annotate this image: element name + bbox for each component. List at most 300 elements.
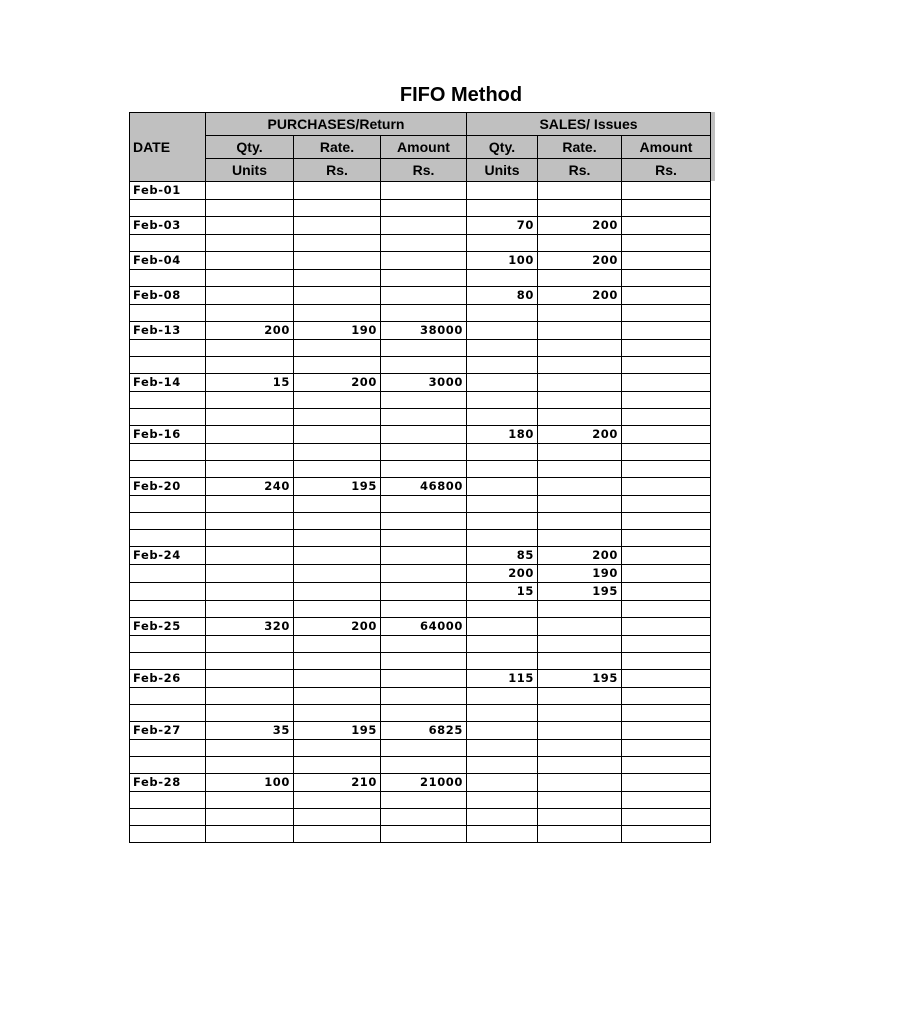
date-cell [130, 513, 206, 530]
table-row [130, 740, 711, 757]
sales-rate-cell [538, 774, 622, 792]
sales-qty-cell [467, 705, 538, 722]
date-cell [130, 444, 206, 461]
date-cell [130, 530, 206, 547]
sales-rate-cell: 200 [538, 217, 622, 235]
purchase-amount-cell [381, 305, 467, 322]
sales-rate-cell [538, 305, 622, 322]
date-cell [130, 792, 206, 809]
sales-rate-cell [538, 478, 622, 496]
header-row-3 [130, 159, 711, 182]
sales-qty-cell [467, 688, 538, 705]
date-cell: Feb-04 [130, 252, 206, 270]
sales-qty-cell [467, 182, 538, 200]
purchase-qty-cell: 320 [206, 618, 294, 636]
purchase-amount-cell: 21000 [381, 774, 467, 792]
sales-qty-cell: 180 [467, 426, 538, 444]
purchase-qty-cell [206, 235, 294, 252]
date-cell: Feb-13 [130, 322, 206, 340]
sales-amount-cell [622, 252, 711, 270]
purchase-amount-cell: 64000 [381, 618, 467, 636]
table-row [130, 792, 711, 809]
header-row-2 [130, 136, 711, 159]
sales-amount-cell [622, 305, 711, 322]
purchase-rate-cell [294, 235, 381, 252]
date-cell [130, 235, 206, 252]
table-row [130, 565, 711, 583]
purchase-qty-cell [206, 757, 294, 774]
table-row [130, 461, 711, 478]
purchase-amount-cell [381, 653, 467, 670]
purchase-qty-cell [206, 826, 294, 843]
purchase-qty-cell [206, 636, 294, 653]
purchase-qty-cell [206, 200, 294, 217]
sales-rate-cell [538, 392, 622, 409]
date-cell [130, 688, 206, 705]
sales-amount-cell [622, 601, 711, 618]
sales-rate-cell [538, 705, 622, 722]
purchase-qty-cell [206, 392, 294, 409]
date-cell: Feb-27 [130, 722, 206, 740]
sales-amount-cell [622, 688, 711, 705]
purchase-amount-cell [381, 513, 467, 530]
sales-qty-cell [467, 392, 538, 409]
purchase-qty-cell [206, 583, 294, 601]
sales-qty-cell: 80 [467, 287, 538, 305]
sales-qty-cell [467, 496, 538, 513]
sales-amount-cell [622, 340, 711, 357]
sales-rate-cell [538, 340, 622, 357]
sales-amount-cell [622, 705, 711, 722]
sales-rate-cell [538, 374, 622, 392]
purchase-qty-cell [206, 809, 294, 826]
sales-amount-cell [622, 357, 711, 374]
purchase-qty-cell [206, 653, 294, 670]
purchase-amount-cell [381, 392, 467, 409]
date-cell [130, 757, 206, 774]
table-row [130, 200, 711, 217]
purchase-amount-cell [381, 565, 467, 583]
purchase-rate-cell [294, 705, 381, 722]
date-cell [130, 740, 206, 757]
purchase-amount-cell: 38000 [381, 322, 467, 340]
purchase-amount-cell: 46800 [381, 478, 467, 496]
date-cell [130, 461, 206, 478]
table-row [130, 305, 711, 322]
sales-qty-cell [467, 340, 538, 357]
sales-qty-cell [467, 618, 538, 636]
sales-qty-cell [467, 409, 538, 426]
purchase-amount-cell [381, 340, 467, 357]
fifo-ledger-table [129, 112, 711, 843]
purchase-amount-cell [381, 809, 467, 826]
purchase-rate-cell: 210 [294, 774, 381, 792]
sales-qty-unit: Units [467, 159, 538, 182]
sales-qty-cell: 70 [467, 217, 538, 235]
sales-qty-cell [467, 757, 538, 774]
purchase-rate-unit: Rs. [294, 159, 381, 182]
purchase-rate-cell [294, 182, 381, 200]
sales-rate-cell [538, 270, 622, 287]
date-cell [130, 809, 206, 826]
sales-rate-cell: 190 [538, 565, 622, 583]
purchase-amount-cell [381, 235, 467, 252]
purchase-qty-cell: 200 [206, 322, 294, 340]
purchase-amount-cell [381, 705, 467, 722]
table-row [130, 182, 711, 200]
sales-amount-cell [622, 322, 711, 340]
sales-qty-cell [467, 530, 538, 547]
purchase-qty-cell [206, 705, 294, 722]
sales-rate-header: Rate. [538, 136, 622, 159]
table-row [130, 757, 711, 774]
sales-rate-cell [538, 618, 622, 636]
sales-amount-cell [622, 392, 711, 409]
sales-qty-cell [467, 461, 538, 478]
table-row [130, 478, 711, 496]
sales-qty-cell [467, 444, 538, 461]
sales-qty-cell: 15 [467, 583, 538, 601]
sales-qty-cell [467, 601, 538, 618]
purchase-qty-cell [206, 409, 294, 426]
purchase-amount-cell [381, 740, 467, 757]
sales-rate-cell [538, 740, 622, 757]
purchase-amount-cell [381, 182, 467, 200]
table-row [130, 340, 711, 357]
sales-rate-cell [538, 357, 622, 374]
purchase-rate-cell [294, 757, 381, 774]
sales-amount-cell [622, 200, 711, 217]
date-cell: Feb-26 [130, 670, 206, 688]
purchase-qty-unit: Units [206, 159, 294, 182]
purchase-rate-cell [294, 826, 381, 843]
purchase-rate-cell [294, 565, 381, 583]
sales-rate-cell: 200 [538, 426, 622, 444]
purchase-rate-cell: 195 [294, 722, 381, 740]
table-row [130, 670, 711, 688]
sales-qty-cell [467, 722, 538, 740]
purchase-amount-unit: Rs. [381, 159, 467, 182]
date-cell [130, 601, 206, 618]
purchase-qty-cell [206, 670, 294, 688]
table-row [130, 357, 711, 374]
date-cell: Feb-08 [130, 287, 206, 305]
table-row [130, 547, 711, 565]
sales-amount-cell [622, 618, 711, 636]
purchase-amount-cell [381, 530, 467, 547]
purchases-group-header: PURCHASES/Return [206, 113, 467, 136]
sales-amount-cell [622, 826, 711, 843]
purchase-amount-cell [381, 670, 467, 688]
purchase-amount-cell [381, 461, 467, 478]
date-cell [130, 270, 206, 287]
table-row [130, 392, 711, 409]
purchase-amount-cell [381, 757, 467, 774]
sales-rate-cell [538, 809, 622, 826]
sales-amount-cell [622, 565, 711, 583]
purchase-rate-cell [294, 688, 381, 705]
purchase-rate-cell [294, 200, 381, 217]
purchase-amount-header: Amount [381, 136, 467, 159]
sales-rate-cell [538, 444, 622, 461]
purchase-amount-cell [381, 583, 467, 601]
purchase-qty-cell [206, 252, 294, 270]
sales-qty-cell [467, 374, 538, 392]
purchase-amount-cell [381, 826, 467, 843]
purchase-rate-cell [294, 461, 381, 478]
purchase-qty-cell [206, 792, 294, 809]
sales-amount-cell [622, 409, 711, 426]
table-row [130, 270, 711, 287]
purchase-qty-cell [206, 740, 294, 757]
table-row [130, 513, 711, 530]
purchase-qty-header: Qty. [206, 136, 294, 159]
purchase-qty-cell [206, 217, 294, 235]
table-row [130, 653, 711, 670]
sales-qty-cell [467, 636, 538, 653]
sales-qty-cell [467, 513, 538, 530]
sales-qty-header: Qty. [467, 136, 538, 159]
purchase-rate-cell [294, 792, 381, 809]
sales-rate-cell [538, 200, 622, 217]
date-cell [130, 565, 206, 583]
purchase-qty-cell [206, 530, 294, 547]
sales-amount-cell [622, 722, 711, 740]
purchase-qty-cell [206, 357, 294, 374]
sales-amount-cell [622, 235, 711, 252]
date-cell [130, 392, 206, 409]
purchase-rate-cell [294, 340, 381, 357]
date-cell: Feb-14 [130, 374, 206, 392]
date-cell: Feb-25 [130, 618, 206, 636]
date-cell: Feb-20 [130, 478, 206, 496]
sales-rate-cell: 195 [538, 670, 622, 688]
date-cell [130, 496, 206, 513]
purchase-rate-cell: 195 [294, 478, 381, 496]
sales-amount-cell [622, 444, 711, 461]
purchase-amount-cell [381, 426, 467, 444]
purchase-rate-cell [294, 809, 381, 826]
purchase-rate-cell [294, 426, 381, 444]
purchase-rate-header: Rate. [294, 136, 381, 159]
purchase-qty-cell: 15 [206, 374, 294, 392]
date-cell [130, 705, 206, 722]
sales-amount-cell [622, 670, 711, 688]
table-row [130, 287, 711, 305]
date-cell: Feb-24 [130, 547, 206, 565]
purchase-rate-cell [294, 653, 381, 670]
sales-rate-cell [538, 530, 622, 547]
purchase-amount-cell [381, 688, 467, 705]
table-row [130, 636, 711, 653]
date-cell [130, 826, 206, 843]
purchase-qty-cell [206, 601, 294, 618]
sales-amount-cell [622, 740, 711, 757]
sales-qty-cell [467, 792, 538, 809]
purchase-amount-cell [381, 792, 467, 809]
purchase-qty-cell [206, 270, 294, 287]
sales-rate-cell [538, 722, 622, 740]
purchase-rate-cell [294, 583, 381, 601]
purchase-qty-cell [206, 547, 294, 565]
sales-rate-cell [538, 653, 622, 670]
purchase-qty-cell [206, 426, 294, 444]
purchase-amount-cell [381, 444, 467, 461]
table-row [130, 426, 711, 444]
sales-amount-cell [622, 461, 711, 478]
date-cell: Feb-03 [130, 217, 206, 235]
sales-amount-cell [622, 182, 711, 200]
sales-rate-cell [538, 826, 622, 843]
sales-rate-cell: 200 [538, 252, 622, 270]
date-cell [130, 583, 206, 601]
purchase-rate-cell: 200 [294, 374, 381, 392]
purchase-qty-cell [206, 565, 294, 583]
date-cell [130, 653, 206, 670]
sales-rate-cell [538, 496, 622, 513]
table-row [130, 217, 711, 235]
purchase-qty-cell: 35 [206, 722, 294, 740]
sales-amount-cell [622, 426, 711, 444]
sales-qty-cell [467, 809, 538, 826]
purchase-rate-cell [294, 547, 381, 565]
purchase-amount-cell [381, 270, 467, 287]
date-column-header: DATE [130, 113, 206, 182]
purchase-rate-cell: 200 [294, 618, 381, 636]
sales-rate-cell [538, 235, 622, 252]
sales-qty-cell [467, 357, 538, 374]
sales-group-header: SALES/ Issues [467, 113, 711, 136]
date-cell [130, 357, 206, 374]
sales-rate-cell [538, 513, 622, 530]
sales-qty-cell [467, 826, 538, 843]
purchase-qty-cell [206, 688, 294, 705]
purchase-rate-cell [294, 670, 381, 688]
purchase-qty-cell [206, 340, 294, 357]
page-title: FIFO Method [399, 84, 523, 106]
table-row [130, 444, 711, 461]
purchase-qty-cell [206, 461, 294, 478]
sales-amount-cell [622, 530, 711, 547]
sales-qty-cell: 115 [467, 670, 538, 688]
purchase-amount-cell [381, 547, 467, 565]
purchase-rate-cell [294, 513, 381, 530]
date-cell: Feb-28 [130, 774, 206, 792]
table-row [130, 252, 711, 270]
sales-rate-unit: Rs. [538, 159, 622, 182]
table-row [130, 374, 711, 392]
sales-qty-cell [467, 235, 538, 252]
sales-amount-cell [622, 478, 711, 496]
sales-qty-cell [467, 305, 538, 322]
purchase-rate-cell [294, 252, 381, 270]
purchase-amount-cell [381, 496, 467, 513]
purchase-qty-cell [206, 305, 294, 322]
purchase-rate-cell [294, 740, 381, 757]
sales-amount-cell [622, 217, 711, 235]
purchase-qty-cell [206, 182, 294, 200]
table-row [130, 235, 711, 252]
sales-qty-cell [467, 200, 538, 217]
sales-amount-cell [622, 513, 711, 530]
sales-rate-cell: 195 [538, 583, 622, 601]
purchase-rate-cell [294, 287, 381, 305]
table-row [130, 705, 711, 722]
sales-qty-cell [467, 478, 538, 496]
date-cell [130, 305, 206, 322]
purchase-rate-cell: 190 [294, 322, 381, 340]
sales-qty-cell: 200 [467, 565, 538, 583]
purchase-amount-cell [381, 636, 467, 653]
purchase-rate-cell [294, 530, 381, 547]
date-cell [130, 340, 206, 357]
purchase-amount-cell [381, 287, 467, 305]
purchase-qty-cell: 240 [206, 478, 294, 496]
sales-amount-header: Amount [622, 136, 711, 159]
date-cell: Feb-16 [130, 426, 206, 444]
purchase-amount-cell [381, 409, 467, 426]
table-row [130, 774, 711, 792]
sales-qty-cell: 85 [467, 547, 538, 565]
purchase-amount-cell [381, 252, 467, 270]
purchase-rate-cell [294, 392, 381, 409]
sales-amount-cell [622, 270, 711, 287]
sales-qty-cell [467, 740, 538, 757]
table-row [130, 722, 711, 740]
table-row [130, 618, 711, 636]
purchase-qty-cell [206, 513, 294, 530]
purchase-amount-cell [381, 357, 467, 374]
table-row [130, 530, 711, 547]
sales-rate-cell [538, 688, 622, 705]
sales-amount-unit: Rs. [622, 159, 711, 182]
purchase-rate-cell [294, 270, 381, 287]
sales-amount-cell [622, 636, 711, 653]
sales-amount-cell [622, 287, 711, 305]
sales-amount-cell [622, 792, 711, 809]
purchase-amount-cell [381, 217, 467, 235]
table-row [130, 601, 711, 618]
sales-amount-cell [622, 809, 711, 826]
table-row [130, 809, 711, 826]
date-cell [130, 200, 206, 217]
sales-amount-cell [622, 653, 711, 670]
date-cell [130, 409, 206, 426]
sales-qty-cell [467, 322, 538, 340]
sales-rate-cell [538, 182, 622, 200]
purchase-rate-cell [294, 357, 381, 374]
table-row [130, 322, 711, 340]
sales-rate-cell: 200 [538, 287, 622, 305]
purchase-amount-cell [381, 601, 467, 618]
purchase-qty-cell [206, 287, 294, 305]
table-row [130, 688, 711, 705]
purchase-qty-cell [206, 496, 294, 513]
date-cell [130, 636, 206, 653]
purchase-rate-cell [294, 601, 381, 618]
table-row [130, 826, 711, 843]
table-row [130, 583, 711, 601]
purchase-rate-cell [294, 305, 381, 322]
purchase-amount-cell: 6825 [381, 722, 467, 740]
sales-qty-cell [467, 653, 538, 670]
purchase-amount-cell: 3000 [381, 374, 467, 392]
sales-amount-cell [622, 583, 711, 601]
sales-rate-cell [538, 792, 622, 809]
sales-qty-cell [467, 774, 538, 792]
sales-rate-cell: 200 [538, 547, 622, 565]
header-row-1 [130, 113, 711, 136]
